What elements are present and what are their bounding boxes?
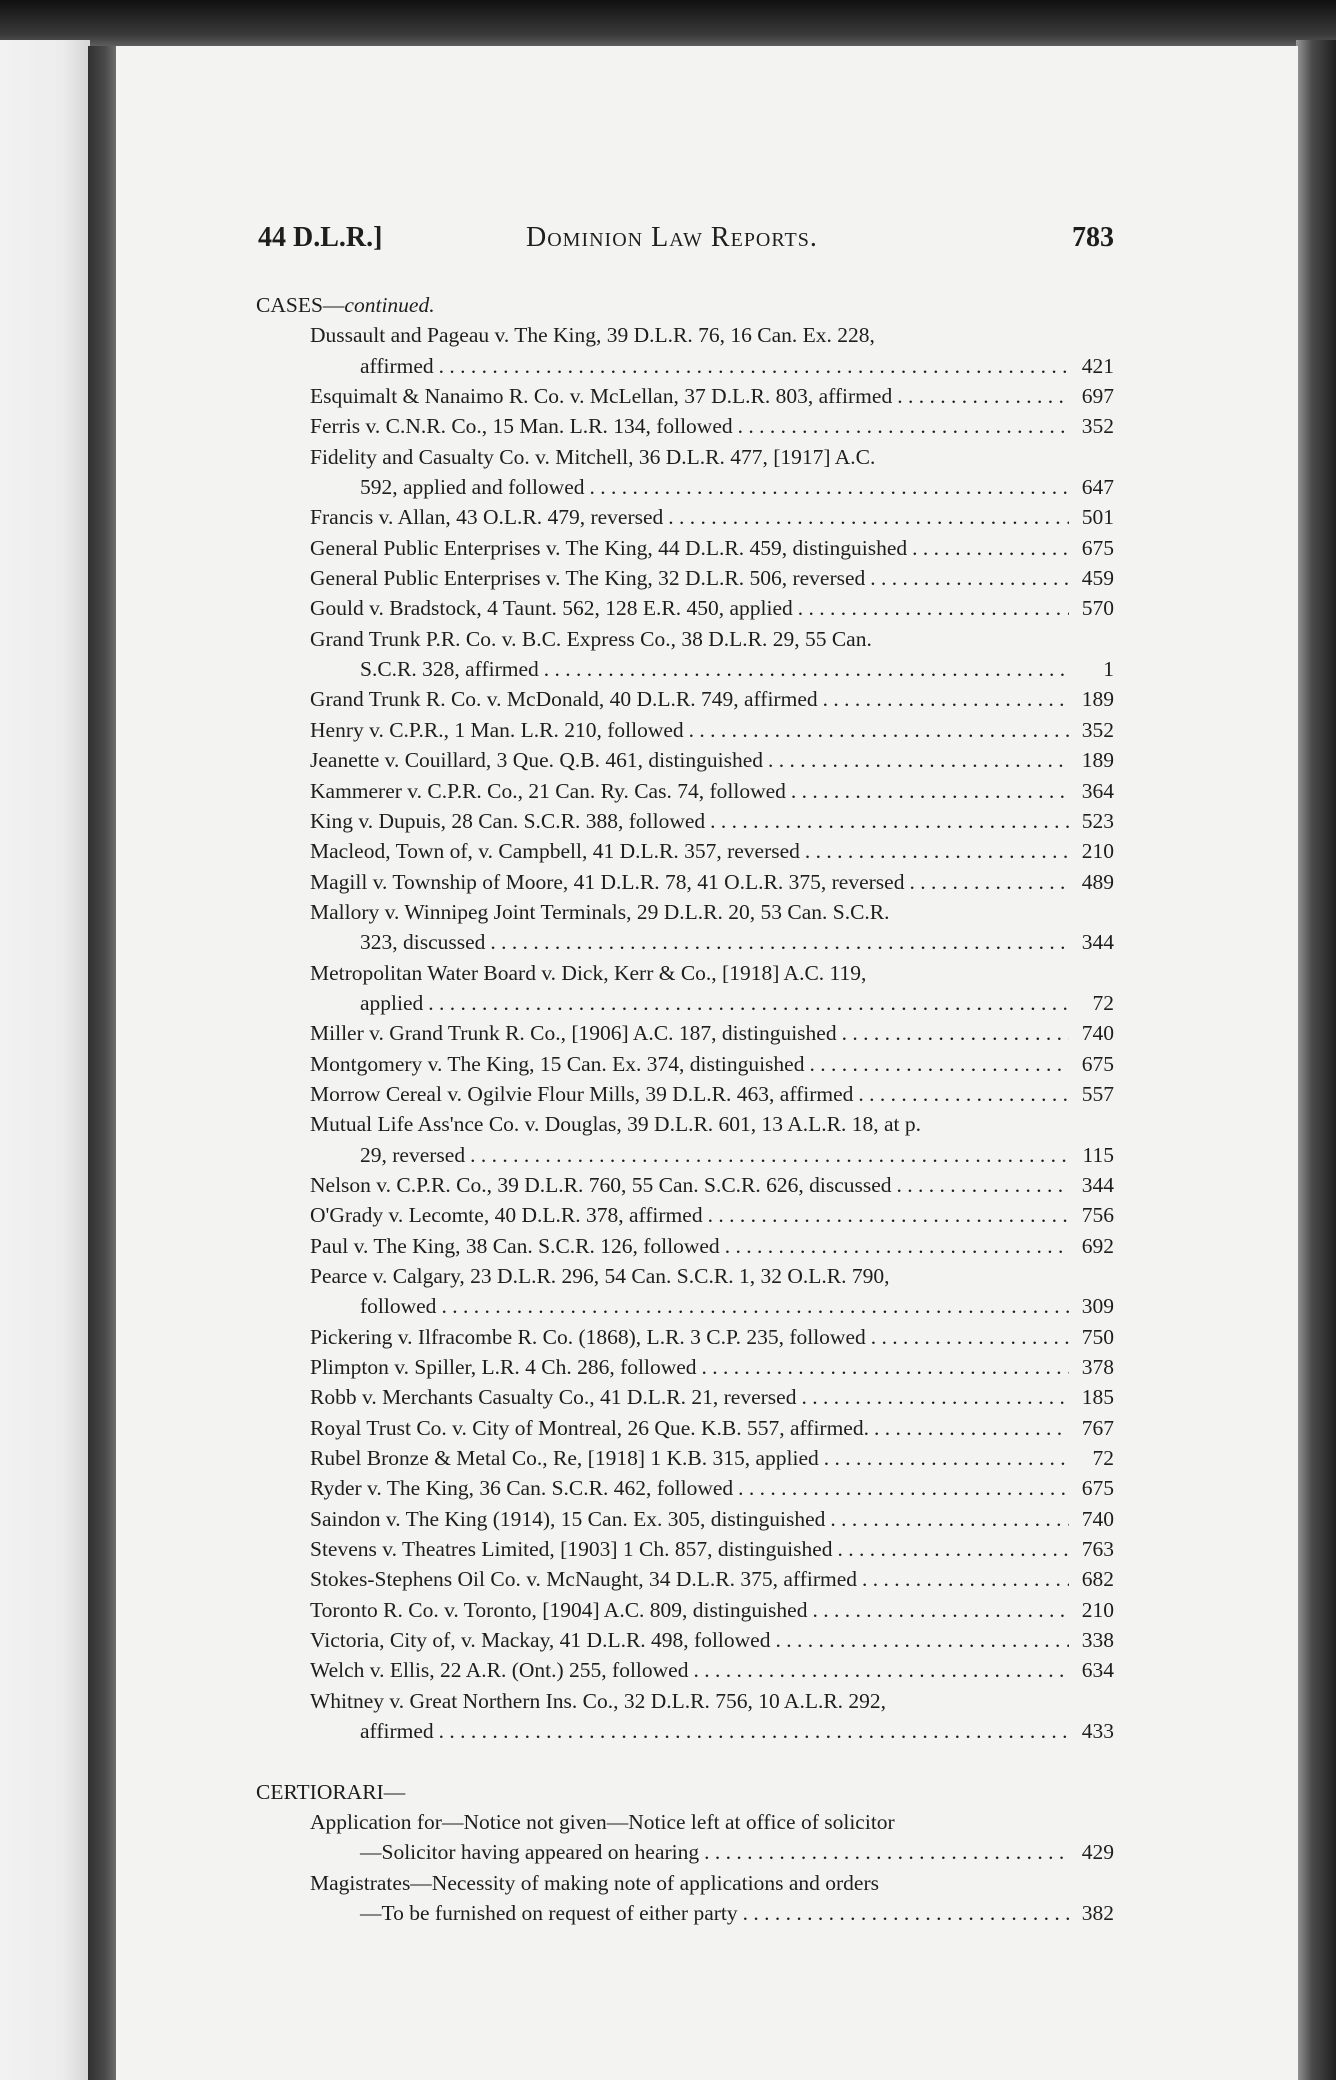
entry-page: 433 (1081, 1719, 1114, 1744)
leader-dots (490, 927, 1069, 957)
leader-dots (428, 988, 1069, 1018)
leader-dots (858, 1079, 1069, 1109)
index-entry (256, 442, 1114, 503)
entry-page: 763 (1081, 1537, 1114, 1562)
entry-line (256, 1655, 1114, 1685)
journal-title: Dominion Law Reports. (526, 222, 818, 253)
entry-line (256, 1564, 1114, 1594)
index-entry (256, 502, 1114, 532)
entry-page: 378 (1081, 1355, 1114, 1380)
index-entry (256, 1504, 1114, 1534)
entry-line (256, 1170, 1114, 1200)
entry-line (256, 1018, 1114, 1048)
index-entry (256, 1868, 1114, 1929)
index-entry (256, 381, 1114, 411)
entry-text: Esquimalt & Nanaimo R. Co. v. McLellan, 37 D.L.R. 803, affirmed (310, 384, 893, 409)
index-entry (256, 1049, 1114, 1079)
entry-text: Robb v. Merchants Casualty Co., 41 D.L.R. 21, reversed (310, 1385, 797, 1410)
running-header (258, 222, 1114, 262)
index-entry (256, 958, 1114, 1019)
entry-line (256, 1504, 1114, 1534)
leader-dots (439, 351, 1069, 381)
index-entry (256, 715, 1114, 745)
entry-line (256, 381, 1114, 411)
entry-line (256, 1898, 1114, 1928)
index-entry (256, 1564, 1114, 1594)
entry-line (256, 1473, 1114, 1503)
entry-page: 185 (1081, 1385, 1114, 1410)
leader-dots (689, 715, 1069, 745)
entry-line (256, 745, 1114, 775)
index-entry (256, 806, 1114, 836)
index-entry (256, 1231, 1114, 1261)
index-entry (256, 745, 1114, 775)
leader-dots (441, 1291, 1069, 1321)
leader-dots (590, 472, 1069, 502)
entry-text: Grand Trunk P.R. Co. v. B.C. Express Co., 38 D.L.R. 29, 55 Can. (310, 626, 872, 651)
entry-text: Metropolitan Water Board v. Dick, Kerr & Co., [1918] A.C. 119, (310, 960, 867, 985)
entry-text: Kammerer v. C.P.R. Co., 21 Can. Ry. Cas. 74, followed (310, 778, 786, 803)
entry-line (256, 1049, 1114, 1079)
index-entry (256, 1655, 1114, 1685)
entry-text: Macleod, Town of, v. Campbell, 41 D.L.R. 357, reversed (310, 839, 800, 864)
entry-page: 675 (1081, 1051, 1114, 1076)
leader-dots (775, 1625, 1069, 1655)
entry-line (256, 1625, 1114, 1655)
leader-dots (909, 867, 1069, 897)
leader-dots (897, 1170, 1069, 1200)
entry-text: Francis v. Allan, 43 O.L.R. 479, reversed (310, 505, 664, 530)
entry-page: 344 (1081, 930, 1114, 955)
entry-text: Nelson v. C.P.R. Co., 39 D.L.R. 760, 55 Can. S.C.R. 626, discussed (310, 1172, 892, 1197)
certiorari-list (256, 1807, 1114, 1928)
entry-page: 756 (1081, 1203, 1114, 1228)
leader-dots (439, 1716, 1069, 1746)
index-entry (256, 1807, 1114, 1868)
entry-text-continued: —To be furnished on request of either party (360, 1900, 738, 1925)
entry-line (256, 1837, 1114, 1867)
leader-dots (693, 1655, 1069, 1685)
index-entry (256, 624, 1114, 685)
leader-dots (824, 1443, 1069, 1473)
entry-page: 647 (1081, 475, 1114, 500)
entry-page: 421 (1081, 353, 1114, 378)
entry-line (256, 1322, 1114, 1352)
leader-dots (801, 1382, 1069, 1412)
index-content (256, 290, 1114, 1928)
entry-line (256, 1413, 1114, 1443)
entry-page: 489 (1081, 869, 1114, 894)
entry-page: 523 (1081, 808, 1114, 833)
entry-line (256, 988, 1114, 1018)
entry-text: Ferris v. C.N.R. Co., 15 Man. L.R. 134, followed (310, 414, 733, 439)
leader-dots (704, 1837, 1069, 1867)
entry-text: Royal Trust Co. v. City of Montreal, 26 Que. K.B. 557, affirmed. (310, 1415, 869, 1440)
index-entry (256, 1625, 1114, 1655)
entry-text: Victoria, City of, v. Mackay, 41 D.L.R. 498, followed (310, 1628, 771, 1653)
entry-line (256, 1382, 1114, 1412)
leader-dots (842, 1018, 1069, 1048)
entry-page: 697 (1081, 384, 1114, 409)
page-right-edge (1296, 40, 1336, 2080)
entry-page: 767 (1081, 1415, 1114, 1440)
entry-line (256, 1443, 1114, 1473)
entry-line (256, 927, 1114, 957)
entry-line (256, 351, 1114, 381)
index-entry (256, 1352, 1114, 1382)
entry-text-continued: affirmed (360, 353, 434, 378)
leader-dots (830, 1504, 1069, 1534)
cases-heading-label: CASES— (256, 293, 345, 317)
entry-text-continued: 29, reversed (360, 1142, 466, 1167)
index-entry (256, 1473, 1114, 1503)
index-entry (256, 1079, 1114, 1109)
entry-text: Grand Trunk R. Co. v. McDonald, 40 D.L.R. 749, affirmed (310, 687, 818, 712)
entry-page: 210 (1081, 1597, 1114, 1622)
entry-text-continued: applied (360, 990, 424, 1015)
index-entry (256, 867, 1114, 897)
index-entry (256, 320, 1114, 381)
entry-text: General Public Enterprises v. The King, 32 D.L.R. 506, reversed (310, 566, 866, 591)
entry-page: 352 (1081, 717, 1114, 742)
entry-line (256, 1291, 1114, 1321)
entry-text: Morrow Cereal v. Ogilvie Flour Mills, 39 D.L.R. 463, affirmed (310, 1081, 854, 1106)
leader-dots (743, 1898, 1069, 1928)
entry-text: Whitney v. Great Northern Ins. Co., 32 D.L.R. 756, 10 A.L.R. 292, (310, 1688, 887, 1713)
leader-dots (702, 1352, 1069, 1382)
leader-dots (738, 411, 1069, 441)
index-entry (256, 897, 1114, 958)
entry-line (256, 836, 1114, 866)
entry-line (256, 776, 1114, 806)
index-entry (256, 1443, 1114, 1473)
entry-text: Paul v. The King, 38 Can. S.C.R. 126, followed (310, 1233, 720, 1258)
index-entry (256, 1686, 1114, 1747)
leader-dots (874, 1413, 1069, 1443)
entry-text-continued: —Solicitor having appeared on hearing (360, 1840, 700, 1865)
entry-line (256, 1716, 1114, 1746)
entry-line (256, 1534, 1114, 1564)
leader-dots (768, 745, 1069, 775)
entry-line (256, 1595, 1114, 1625)
entry-page: 675 (1081, 1476, 1114, 1501)
index-entry (256, 1382, 1114, 1412)
entry-page: 692 (1081, 1233, 1114, 1258)
entry-text: Stokes-Stephens Oil Co. v. McNaught, 34 D.L.R. 375, affirmed (310, 1567, 858, 1592)
index-entry (256, 1534, 1114, 1564)
entry-page: 429 (1081, 1840, 1114, 1865)
cases-list (256, 320, 1114, 1746)
cases-heading (256, 290, 1114, 320)
entry-text: Toronto R. Co. v. Toronto, [1904] A.C. 809, distinguished (310, 1597, 808, 1622)
entry-page: 750 (1081, 1324, 1114, 1349)
leader-dots (470, 1140, 1069, 1170)
entry-text: O'Grady v. Lecomte, 40 D.L.R. 378, affirmed (310, 1203, 703, 1228)
certiorari-heading: CERTIORARI— (256, 1779, 406, 1804)
index-entry (256, 836, 1114, 866)
entry-page: 501 (1081, 505, 1114, 530)
index-entry (256, 563, 1114, 593)
leader-dots (798, 593, 1069, 623)
entry-page: 382 (1081, 1900, 1114, 1925)
entry-page: 189 (1081, 748, 1114, 773)
leader-dots (738, 1473, 1069, 1503)
entry-text: Saindon v. The King (1914), 15 Can. Ex. 305, distinguished (310, 1506, 826, 1531)
leader-dots (862, 1564, 1069, 1594)
entry-line (256, 1231, 1114, 1261)
entry-page: 675 (1081, 535, 1114, 560)
continued-label: continued. (344, 293, 435, 317)
entry-text: Pickering v. Ilfracombe R. Co. (1868), L.R. 3 C.P. 235, followed (310, 1324, 866, 1349)
index-entry (256, 593, 1114, 623)
entry-page: 338 (1081, 1628, 1114, 1653)
entry-page: 459 (1081, 566, 1114, 591)
entry-line (256, 684, 1114, 714)
leader-dots (838, 1534, 1069, 1564)
entry-line (256, 563, 1114, 593)
entry-line (256, 1200, 1114, 1230)
leader-dots (870, 563, 1069, 593)
entry-text: Gould v. Bradstock, 4 Taunt. 562, 128 E.R. 450, applied (310, 596, 793, 621)
entry-text: Application for—Notice not given—Notice left at office of solicitor (310, 1809, 895, 1834)
entry-text: Magistrates—Necessity of making note of applications and orders (310, 1870, 880, 1895)
entry-text: Jeanette v. Couillard, 3 Que. Q.B. 461, distinguished (310, 748, 764, 773)
leader-dots (809, 1049, 1069, 1079)
entry-page: 557 (1081, 1081, 1114, 1106)
index-entry (256, 776, 1114, 806)
entry-page: 740 (1081, 1506, 1114, 1531)
facing-page-edge (0, 40, 90, 2080)
volume-label: 44 D.L.R.] (258, 222, 383, 253)
entry-text: King v. Dupuis, 28 Can. S.C.R. 388, followed (310, 808, 706, 833)
entry-line (256, 867, 1114, 897)
entry-line (256, 533, 1114, 563)
index-entry (256, 1200, 1114, 1230)
entry-text-continued: S.C.R. 328, affirmed (360, 657, 539, 682)
entry-text: Ryder v. The King, 36 Can. S.C.R. 462, followed (310, 1476, 734, 1501)
entry-line (256, 593, 1114, 623)
entry-page: 634 (1081, 1658, 1114, 1683)
entry-line (256, 411, 1114, 441)
scan-top-edge (0, 0, 1336, 50)
entry-page: 740 (1081, 1021, 1114, 1046)
leader-dots (897, 381, 1069, 411)
index-entry (256, 1261, 1114, 1322)
entry-page: 115 (1082, 1142, 1114, 1167)
entry-page: 72 (1092, 990, 1114, 1015)
entry-page: 364 (1081, 778, 1114, 803)
entry-page: 309 (1081, 1294, 1114, 1319)
entry-text: Welch v. Ellis, 22 A.R. (Ont.) 255, followed (310, 1658, 689, 1683)
index-entry (256, 1595, 1114, 1625)
index-entry (256, 1018, 1114, 1048)
entry-page: 189 (1081, 687, 1114, 712)
entry-text: Mutual Life Ass'nce Co. v. Douglas, 39 D.L.R. 601, 13 A.L.R. 18, at p. (310, 1112, 922, 1137)
index-entry (256, 684, 1114, 714)
entry-page: 682 (1081, 1567, 1114, 1592)
entry-page: 1 (1103, 657, 1114, 682)
leader-dots (544, 654, 1069, 684)
entry-text: Stevens v. Theatres Limited, [1903] 1 Ch. 857, distinguished (310, 1537, 833, 1562)
leader-dots (725, 1231, 1069, 1261)
entry-text-continued: followed (360, 1294, 437, 1319)
entry-text: Plimpton v. Spiller, L.R. 4 Ch. 286, followed (310, 1355, 697, 1380)
entry-text: Pearce v. Calgary, 23 D.L.R. 296, 54 Can. S.C.R. 1, 32 O.L.R. 790, (310, 1264, 890, 1288)
entry-text-continued: 592, applied and followed (360, 475, 585, 500)
index-entry (256, 1109, 1114, 1170)
entry-line (256, 472, 1114, 502)
entry-line (256, 1352, 1114, 1382)
entry-line (256, 1140, 1114, 1170)
entry-page: 210 (1081, 839, 1114, 864)
entry-text-continued: affirmed (360, 1719, 434, 1744)
leader-dots (710, 806, 1069, 836)
leader-dots (812, 1595, 1069, 1625)
book-spine-shadow (88, 46, 116, 2080)
index-entry (256, 1170, 1114, 1200)
index-entry (256, 1413, 1114, 1443)
entry-page: 352 (1081, 414, 1114, 439)
entry-line (256, 806, 1114, 836)
leader-dots (912, 533, 1069, 563)
leader-dots (791, 776, 1069, 806)
index-entry (256, 1322, 1114, 1352)
entry-page: 344 (1081, 1172, 1114, 1197)
entry-line (256, 502, 1114, 532)
entry-line (256, 715, 1114, 745)
entry-text-continued: 323, discussed (360, 930, 486, 955)
entry-line (256, 1079, 1114, 1109)
entry-text: Montgomery v. The King, 15 Can. Ex. 374, distinguished (310, 1051, 805, 1076)
entry-text: Miller v. Grand Trunk R. Co., [1906] A.C. 187, distinguished (310, 1021, 837, 1046)
entry-page: 72 (1092, 1446, 1114, 1471)
entry-text: Fidelity and Casualty Co. v. Mitchell, 36 D.L.R. 477, [1917] A.C. (310, 444, 876, 469)
entry-line (256, 654, 1114, 684)
leader-dots (708, 1200, 1069, 1230)
page-number: 783 (1072, 222, 1114, 253)
index-entry (256, 411, 1114, 441)
entry-text: Rubel Bronze & Metal Co., Re, [1918] 1 K.B. 315, applied (310, 1446, 819, 1471)
entry-text: General Public Enterprises v. The King, 44 D.L.R. 459, distinguished (310, 535, 908, 560)
entry-text: Henry v. C.P.R., 1 Man. L.R. 210, followed (310, 717, 684, 742)
entry-text: Dussault and Pageau v. The King, 39 D.L.R. 76, 16 Can. Ex. 228, (310, 323, 875, 348)
leader-dots (871, 1322, 1069, 1352)
leader-dots (805, 836, 1069, 866)
entry-text: Magill v. Township of Moore, 41 D.L.R. 78, 41 O.L.R. 375, reversed (310, 869, 905, 894)
leader-dots (823, 684, 1069, 714)
entry-page: 570 (1081, 596, 1114, 621)
leader-dots (668, 502, 1069, 532)
entry-text: Mallory v. Winnipeg Joint Terminals, 29 D.L.R. 20, 53 Can. S.C.R. (310, 899, 890, 924)
index-entry (256, 533, 1114, 563)
